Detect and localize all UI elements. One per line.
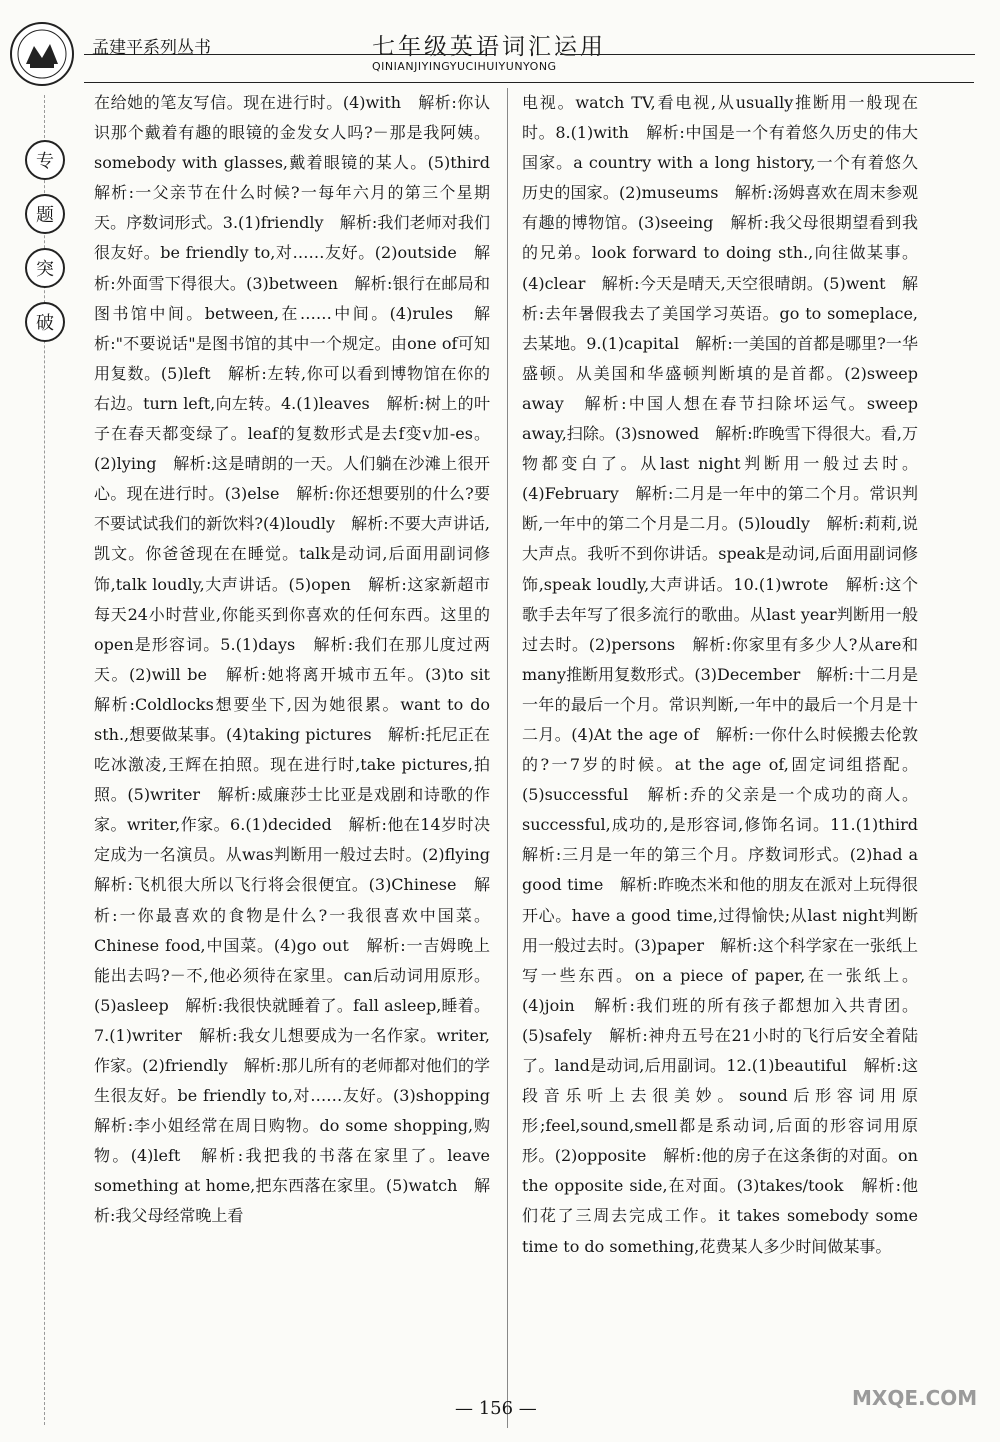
header-underline: [84, 82, 974, 83]
header-rule-left: [84, 54, 494, 55]
column-divider: [507, 88, 508, 1428]
page-number: — 156 —: [455, 1398, 537, 1419]
side-tabs: [22, 140, 68, 356]
header-rule-right: [560, 54, 975, 55]
publisher-logo-icon: [8, 20, 76, 88]
right-column: [522, 88, 935, 1262]
book-title-pinyin: QINIANJIYINGYUCIHUIYUNYONG: [372, 60, 557, 73]
left-column: [94, 88, 507, 1232]
series-name: 孟建平系列丛书: [92, 38, 211, 58]
watermark: MXQE.COM: [852, 1386, 978, 1410]
book-title: 七年级英语词汇运用: [372, 34, 606, 60]
right-column-text: 电视。watch TV,看电视,从usually推断用一般现在时。8.(1)with 解析:中国是一个有着悠久历史的伟大国家。a country with a long history,一个有着悠久历史的国家。(2)museums 解析:汤姆喜欢在周末参观有趣的博物馆。(3)seeing 解析:我父母很期望看到我的兄弟。look forward to doing sth.,向往做某事。(4)clear 解析:今天是晴天,天空很晴朗。(5)went 解析:去年暑假我去了美国学习英语。go to someplace,去某地。9.(1)capital 解析:一美国的首都是哪里?一华盛顿。从美国和华盛顿判断填的是首都。(2)sweep away 解析:中国人想在春节扫除坏运气。sweep away,扫除。(3)snowed 解析:昨晚雪下得很大。看,万物都变白了。从last night判断用一般过去时。(4)February 解析:二月是一年中的第二个月。常识判断,一年中的第二个月是二月。(5)loudly 解析:莉莉,说大声点。我听不到你讲话。speak是动词,后面用副词修饰,speak loudly,大声讲话。10.(1)wrote 解析:这个歌手去年写了很多流行的歌曲。从last year判断用一般过去时。(2)persons 解析:你家里有多少人?从are和many推断用复数形式。(3)December 解析:十二月是一年的最后一个月。常识判断,一年中的最后一个月是十二月。(4)At the age of 解析:一你什么时候搬去伦敦的?一7岁的时候。at the age of,固定词组搭配。(5)successful 解析:乔的父亲是一个成功的商人。successful,成功的,是形容词,修饰名词。11.(1)third 解析:三月是一年的第三个月。序数词形式。(2)had a good time 解析:昨晚杰米和他的朋友在派对上玩得很开心。have a good time,过得愉快;从last night判断用一般过去时。(3)paper 解析:这个科学家在一张纸上写一些东西。on a piece of paper,在一张纸上。(4)join 解析:我们班的所有孩子都想加入共青团。(5)safely 解析:神舟五号在21小时的飞行后安全着陆了。land是动词,后用副词。12.(1)beautiful 解析:这段音乐听上去很美妙。sound后形容词用原形;feel,sound,smell都是系动词,后面的形容词用原形。(2)opposite 解析:他的房子在这条街的对面。on the opposite side,在对面。(3)takes/took 解析:他们花了三周去完成工作。it takes somebody some time to do something,花费某人多少时间做某事。: [522, 93, 935, 1256]
side-tab-3: 突: [25, 248, 65, 288]
side-tab-2: 题: [25, 194, 65, 234]
side-tab-1: 专: [25, 140, 65, 180]
side-tab-4: 破: [25, 302, 65, 342]
left-column-text: 在给她的笔友写信。现在进行时。(4)with 解析:你认识那个戴着有趣的眼镜的金发女人吗?－那是我阿姨。somebody with glasses,戴着眼镜的某人。(5)third 解析:一父亲节在什么时候?一每年六月的第三个星期天。序数词形式。3.(1)friendly 解析:我们老师对我们很友好。be friendly to,对……友好。(2)outside 解析:外面雪下得很大。(3)between 解析:银行在邮局和图书馆中间。between,在……中间。(4)rules 解析:"不要说话"是图书馆的其中一个规定。由one of可知用复数。(5)left 解析:左转,你可以看到博物馆在你的右边。turn left,向左转。4.(1)leaves 解析:树上的叶子在春天都变绿了。leaf的复数形式是去f变v加-es。(2)lying 解析:这是晴朗的一天。人们躺在沙滩上很开心。现在进行时。(3)else 解析:你还想要别的什么?要不要试试我们的新饮料?(4)loudly 解析:不要大声讲话,凯文。你爸爸现在在睡觉。talk是动词,后面用副词修饰,talk loudly,大声讲话。(5)open 解析:这家新超市每天24小时营业,你能买到你喜欢的任何东西。这里的open是形容词。5.(1)days 解析:我们在那儿度过两天。(2)will be 解析:她将离开城市五年。(3)to sit 解析:Coldlocks想要坐下,因为她很累。want to do sth.,想要做某事。(4)taking pictures 解析:托尼正在吃冰激凌,王辉在拍照。现在进行时,take pictures,拍照。(5)writer 解析:威廉莎士比亚是戏剧和诗歌的作家。writer,作家。6.(1)decided 解析:他在14岁时决定成为一名演员。从was判断用一般过去时。(2)flying 解析:飞机很大所以飞行将会很便宜。(3)Chinese 解析:一你最喜欢的食物是什么?一我很喜欢中国菜。Chinese food,中国菜。(4)go out 解析:一吉姆晚上能出去吗?－不,他必须待在家里。can后动词用原形。(5)asleep 解析:我很快就睡着了。fall asleep,睡着。7.(1)writer 解析:我女儿想要成为一名作家。writer,作家。(2)friendly 解析:那儿所有的老师都对他们的学生很友好。be friendly to,对……友好。(3)shopping 解析:李小姐经常在周日购物。do some shopping,购物。(4)left 解析:我把我的书落在家里了。leave something at home,把东西落在家里。(5)watch 解析:我父母经常晚上看: [94, 93, 507, 1226]
